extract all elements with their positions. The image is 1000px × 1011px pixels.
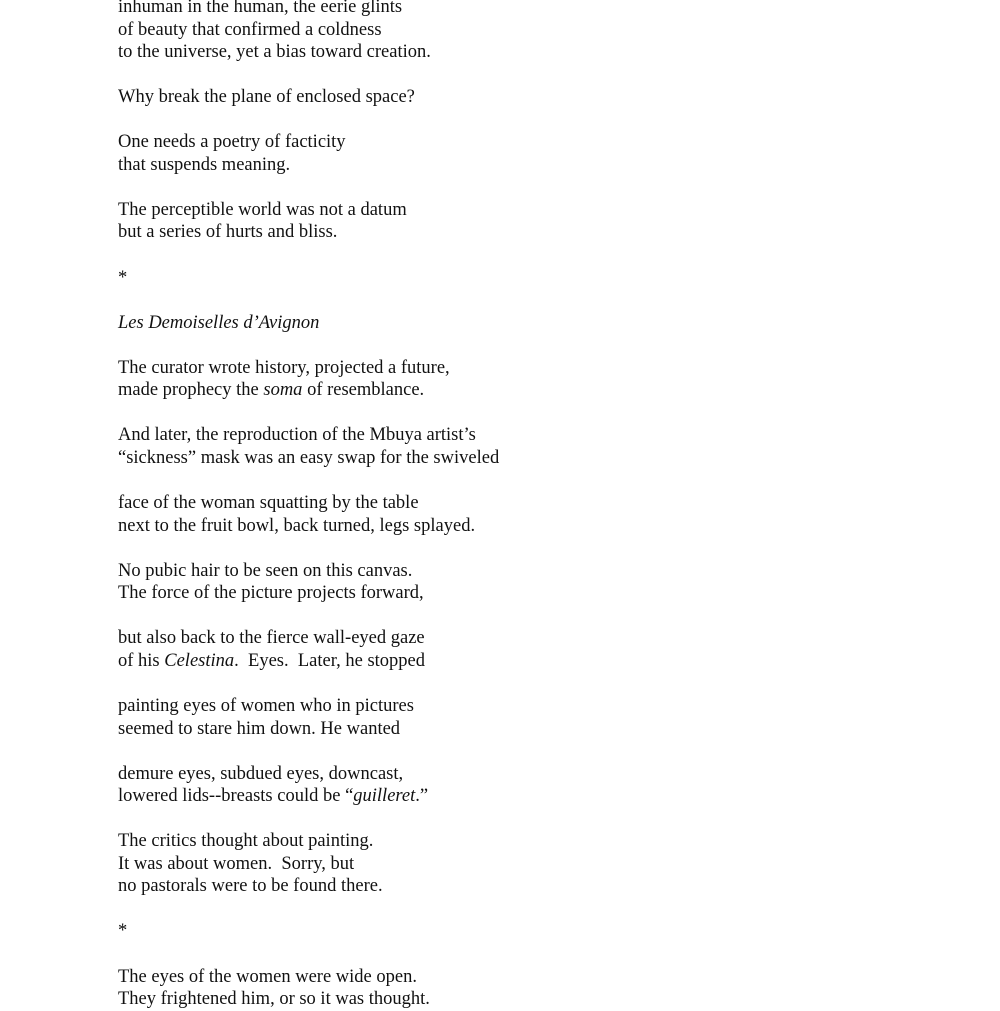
poem-page bbox=[118, 0, 918, 1011]
stanza-break bbox=[118, 943, 918, 966]
stanza-break bbox=[118, 64, 918, 87]
stanza-break bbox=[118, 808, 918, 831]
stanza-break bbox=[118, 740, 918, 763]
poem-line: but also back to the fierce wall-eyed gaze bbox=[118, 628, 425, 649]
stanza-break bbox=[118, 244, 918, 267]
poem-line: It was about women. Sorry, but bbox=[118, 853, 355, 874]
italic-word: soma bbox=[263, 380, 303, 401]
line-text: .” bbox=[415, 786, 429, 807]
section-separator: * bbox=[118, 267, 128, 288]
stanza-break bbox=[118, 672, 918, 695]
poem-line: And later, the reproduction of the Mbuya artist’s bbox=[118, 425, 476, 446]
poem-line: The curator wrote history, projected a future, bbox=[118, 357, 450, 378]
stanza-break bbox=[118, 109, 918, 132]
poem-line: Why break the plane of enclosed space? bbox=[118, 87, 415, 108]
poem-line: seemed to stare him down. He wanted bbox=[118, 718, 401, 739]
poem-line: next to the fruit bowl, back turned, legs splayed. bbox=[118, 515, 476, 536]
italic-word: Celestina bbox=[164, 650, 235, 671]
stanza-break bbox=[118, 605, 918, 628]
poem-line: but a series of hurts and bliss. bbox=[118, 222, 338, 243]
stanza-break bbox=[118, 289, 918, 312]
line-text: lowered lids--breasts could be “ bbox=[118, 786, 354, 807]
poem-line: The perceptible world was not a datum bbox=[118, 199, 407, 220]
poem-line bbox=[118, 379, 918, 402]
stanza-break bbox=[118, 176, 918, 199]
line-text: of his bbox=[118, 650, 165, 671]
poem-line: “sickness” mask was an easy swap for the swiveled bbox=[118, 447, 500, 468]
poem-line: painting eyes of women who in pictures bbox=[118, 695, 414, 716]
stanza-break bbox=[118, 898, 918, 921]
poem-line: They frightened him, or so it was thought. bbox=[118, 989, 430, 1010]
stanza-break bbox=[118, 334, 918, 357]
italic-word: guilleret bbox=[353, 786, 416, 807]
line-text: . Eyes. Later, he stopped bbox=[234, 650, 426, 671]
poem-line: no pastorals were to be found there. bbox=[118, 876, 383, 897]
poem-line: of beauty that confirmed a coldness bbox=[118, 19, 382, 40]
section-title: Les Demoiselles d’Avignon bbox=[118, 312, 320, 333]
poem-line: demure eyes, subdued eyes, downcast, bbox=[118, 763, 404, 784]
stanza-break bbox=[118, 469, 918, 492]
poem-line: face of the woman squatting by the table bbox=[118, 493, 419, 514]
poem-line: The critics thought about painting. bbox=[118, 831, 374, 852]
poem-line: The eyes of the women were wide open. bbox=[118, 966, 417, 987]
poem-line: that suspends meaning. bbox=[118, 154, 291, 175]
section-separator: * bbox=[118, 921, 128, 942]
poem-line: No pubic hair to be seen on this canvas. bbox=[118, 560, 413, 581]
poem-line bbox=[118, 650, 918, 673]
line-text: made prophecy the bbox=[118, 380, 264, 401]
poem-line: to the universe, yet a bias toward creation. bbox=[118, 42, 431, 63]
poem-line: One needs a poetry of facticity bbox=[118, 132, 346, 153]
line-text: of resemblance. bbox=[302, 380, 425, 401]
stanza-break bbox=[118, 537, 918, 560]
poem-line: inhuman in the human, the eerie glints bbox=[118, 0, 403, 17]
poem-line: The force of the picture projects forward, bbox=[118, 583, 424, 604]
stanza-break bbox=[118, 402, 918, 425]
poem-line bbox=[118, 785, 918, 808]
